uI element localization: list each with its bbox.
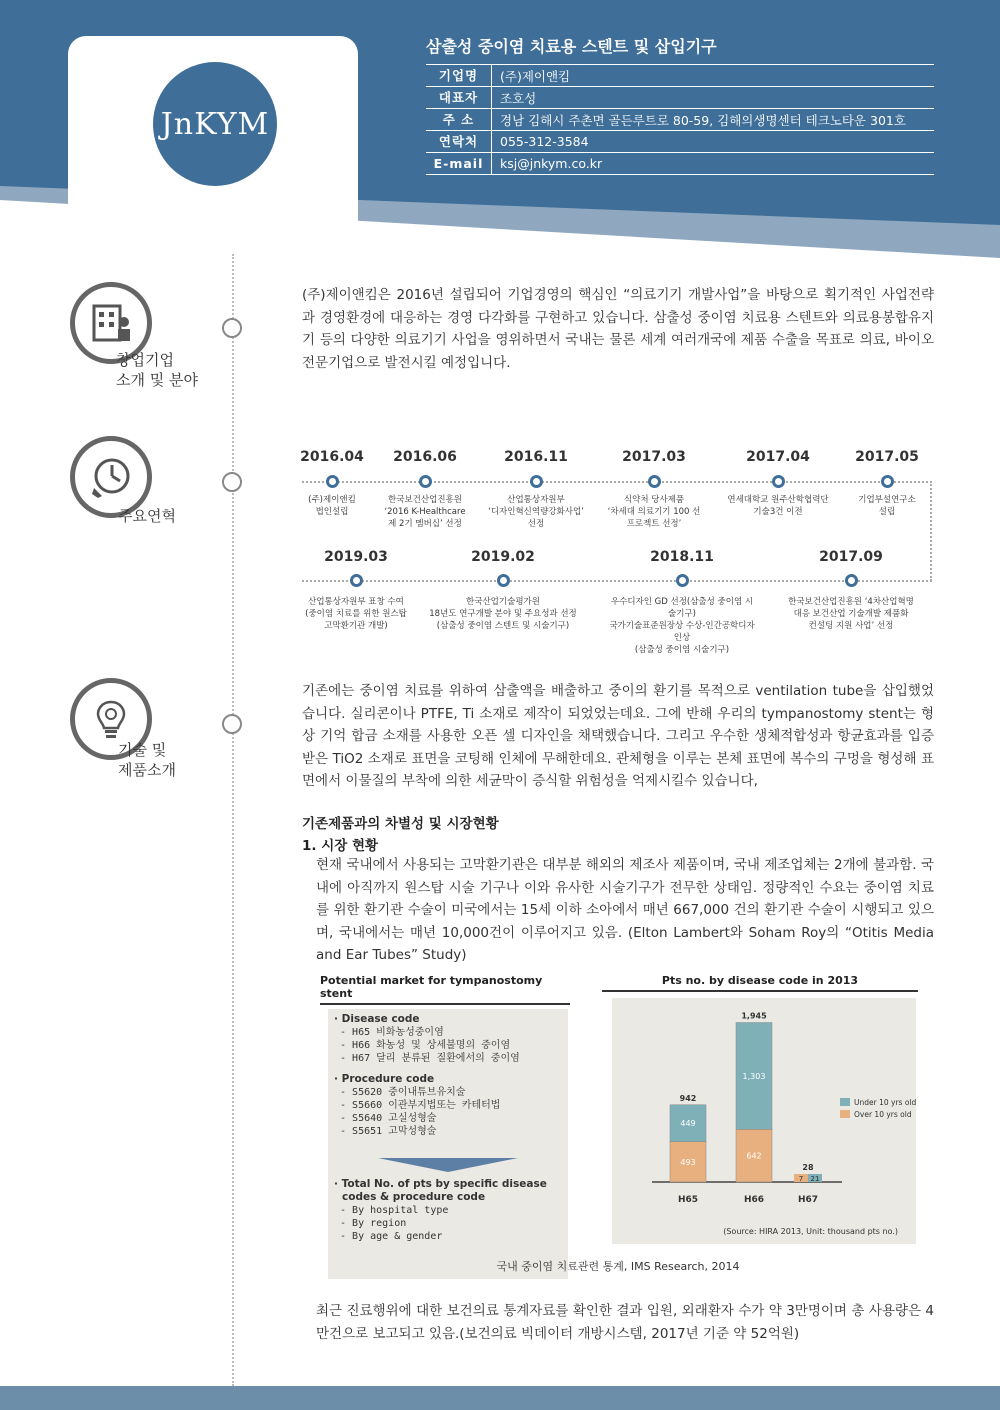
procedure-list <box>334 1086 562 1138</box>
list-item <box>334 1204 562 1217</box>
disease-title-text: Disease code <box>341 1013 420 1025</box>
bar-total-label: 28 <box>802 1163 814 1172</box>
timeline-description-line: 고막환기관 개발) <box>324 621 388 631</box>
list-item-text: H67 달리 분류된 질환에서의 중이염 <box>352 1053 520 1064</box>
timeline-dot <box>881 475 894 488</box>
timeline-description-line: 우수디자인 GD 선정(삼출성 중이염 시술기구) <box>610 597 754 619</box>
info-row <box>426 109 934 131</box>
timeline-description-line: 산업통상자원부 <box>507 495 565 505</box>
timeline-date: 2017.04 <box>746 449 810 465</box>
total-list <box>334 1204 562 1243</box>
timeline-description-line: 기술3건 이전 <box>753 507 803 517</box>
bar-total-label: 1,945 <box>741 1011 767 1021</box>
chart-area <box>612 998 916 1244</box>
segment-label: 449 <box>680 1119 696 1129</box>
timeline-description-line: 한국보건산업진흥원 <box>388 495 462 505</box>
timeline-description-line: 식약처 당사제품 <box>623 495 685 505</box>
list-item-text: S5640 고실성형술 <box>352 1113 437 1124</box>
list-item <box>334 1039 562 1052</box>
market-heading: 기존제품과의 차별성 및 시장현황 <box>302 816 499 832</box>
section-label-history: 주요연혁 <box>118 507 176 525</box>
segment-label: 21 <box>810 1175 820 1183</box>
list-dash: - <box>340 1087 353 1098</box>
category-label: H66 <box>743 1195 765 1205</box>
footer-band <box>0 1386 1000 1410</box>
timeline-description-line: 대응 보건산업 기술개발 제품화 <box>793 609 909 619</box>
list-item-text: By region <box>352 1218 407 1229</box>
timeline-description-line: (삼출성 중이염 스텐트 및 시술기구) <box>436 621 570 631</box>
timeline-description-line: 산업통상자원부 표창 수여 <box>308 597 404 607</box>
timeline-description-line: 한국산업기술평가원 <box>466 597 540 607</box>
vertical-guide-line <box>232 254 234 1386</box>
list-dash: - <box>340 1100 353 1111</box>
figure-title-left: Potential market for tympanostomy stent <box>320 974 570 1005</box>
timeline-description-line: ‘차세대 의료기기 100 선 <box>607 507 701 517</box>
procedure-title-text: Procedure code <box>341 1073 435 1085</box>
timeline-date: 2016.11 <box>504 449 568 465</box>
timeline-description-line: (중이염 치료를 위한 원스탑 <box>305 609 407 619</box>
legend-swatch-over-10 <box>840 1110 850 1118</box>
list-item <box>334 1112 562 1125</box>
total-title-line: codes & procedure code <box>342 1191 486 1203</box>
timeline-description-line: 컨설팅 지원 사업’ 선정 <box>808 621 894 631</box>
list-dash: - <box>340 1113 353 1124</box>
company-info-table <box>426 64 934 175</box>
timeline-dot <box>419 475 432 488</box>
list-dash: - <box>340 1040 353 1051</box>
timeline-dot <box>648 475 661 488</box>
list-item-text: S5620 중이내튜브유치술 <box>352 1087 466 1098</box>
list-item-text: By hospital type <box>352 1205 449 1216</box>
list-dash: - <box>340 1231 353 1242</box>
logo-text: JnKYM <box>160 106 270 142</box>
list-item <box>334 1217 562 1230</box>
timeline-date: 2019.03 <box>324 549 388 565</box>
info-row <box>426 131 934 153</box>
timeline-dot <box>350 574 363 587</box>
page-title: 삼출성 중이염 치료용 스텐트 및 삽입기구 <box>426 37 717 56</box>
procedure-title: · Procedure code <box>334 1073 435 1085</box>
timeline-description <box>812 494 962 518</box>
list-item-text: H66 화농성 및 상세불명의 중이염 <box>352 1040 511 1051</box>
tech-paragraph: 기존에는 중이염 치료를 위하여 삼출액을 배출하고 중이의 환기를 목적으로 ventilation tube을 삽입했었습니다. 실리콘이나 PTFE, Ti 소재로 제작이 되었었는데요. 그에 반해 우리의 tympanostomy stent는 형상 기억 합금 소재를 사용한 오픈 셀 디자인을 채택했습니다. 그리고 우수한 생체적합성과 항균효과를 입증받은 TiO2 소재로 표면을 코팅해 인체에 무해한데요. 관체형을 이루는 본체 표면에 복수의 구멍을 형성해 표면에서 이물질의 부착에 의한 세균막이 증식할 위험성을 억제시킬수 있습니다, <box>302 683 934 789</box>
timeline-dot <box>326 475 339 488</box>
timeline-dot <box>845 574 858 587</box>
info-key: E-mail <box>426 153 492 174</box>
timeline-date: 2016.04 <box>300 449 364 465</box>
section-label-line: 소개 및 분야 <box>116 371 198 389</box>
timeline-date: 2017.03 <box>622 449 686 465</box>
legend-label: Under 10 yrs old <box>854 1098 916 1107</box>
info-value: ksj@jnkym.co.kr <box>500 156 603 171</box>
section-node-tech <box>222 714 242 734</box>
timeline-date: 2017.05 <box>855 449 919 465</box>
info-key: 대표자 <box>426 87 492 108</box>
timeline-line-row1 <box>302 481 932 483</box>
legend-swatch-under-10 <box>840 1098 850 1106</box>
disease-list <box>334 1026 562 1065</box>
timeline-description <box>428 596 578 632</box>
list-item-text: H65 비화농성중이염 <box>352 1027 444 1038</box>
disease-code-chart-figure <box>602 974 918 1244</box>
list-item-text: S5660 이관부지법또는 카테터법 <box>352 1100 501 1111</box>
timeline-date: 2019.02 <box>471 549 535 565</box>
timeline-dot <box>676 574 689 587</box>
chart-source: (Source: HIRA 2013, Unit: thousand pts no.) <box>723 1227 898 1236</box>
timeline-description-line: 한국보건산업진흥원 ‘4차산업혁명 <box>788 597 914 607</box>
list-item-text: S5651 고막성형술 <box>352 1126 437 1137</box>
timeline-date: 2016.06 <box>393 449 457 465</box>
info-key: 주 소 <box>426 109 492 130</box>
list-item <box>334 1086 562 1099</box>
timeline-description-line: 18년도 연구개발 분야 및 주요성과 선정 <box>429 609 577 619</box>
timeline-description-line: 국가기술표준원장상 수상-인간공학디자인상 <box>609 621 755 643</box>
timeline-description-line: 기업부설연구소 <box>858 495 916 505</box>
timeline-description <box>607 596 757 656</box>
timeline-description-line: (삼출성 중이염 시술기구) <box>634 645 730 655</box>
total-title: · Total No. of pts by specific disease <box>334 1178 547 1190</box>
info-row <box>426 87 934 109</box>
list-dash: - <box>340 1027 353 1038</box>
timeline-description <box>776 596 926 632</box>
market-subheading: 1. 시장 현황 <box>302 838 379 854</box>
bar-chart <box>612 998 916 1244</box>
company-logo <box>153 62 277 186</box>
legend-label: Over 10 yrs old <box>854 1110 912 1119</box>
section-label-line: 창업기업 <box>116 351 174 369</box>
timeline-dot <box>530 475 543 488</box>
segment-label: 493 <box>680 1157 696 1167</box>
segment-label: 7 <box>798 1175 804 1183</box>
section-node-history <box>222 472 242 492</box>
list-dash: - <box>340 1205 353 1216</box>
list-item <box>334 1026 562 1039</box>
down-arrow-icon <box>378 1158 518 1172</box>
timeline-date: 2017.09 <box>819 549 883 565</box>
info-row <box>426 153 934 175</box>
list-dash: - <box>340 1053 353 1064</box>
bar-total-label: 942 <box>679 1093 697 1103</box>
timeline-dot <box>497 574 510 587</box>
section-label-intro <box>116 350 198 390</box>
market-paragraph: 현재 국내에서 사용되는 고막환기관은 대부분 해외의 제조사 제품이며, 국내 제조업체는 2개에 불과함. 국내에 아직까지 원스탑 시술 기구나 이와 유사한 시술기구가 전무한 상태임. 정량적인 수요는 중이염 치료를 위한 환기관 수술이 미국에서는 15세 이하 소아에서 매년 667,000 건의 환기관 수술이 시행되고 있으며, 국내에서는 매년 10,000건이 이루어지고 있음. (Elton Lambert와 Soham Roy의 “Otitis Media and Ear Tubes” Study) <box>316 857 934 963</box>
timeline-description-line: (주)제이앤킴 <box>308 495 356 505</box>
timeline-description-line: 설립 <box>878 507 896 517</box>
section-label-tech <box>118 740 176 780</box>
timeline-description <box>281 596 431 632</box>
intro-paragraph: (주)제이앤킴은 2016년 설립되어 기업경영의 핵심인 “의료기기 개발사업”을 바탕으로 획기적인 사업전략과 경영환경에 대응하는 경영 다각화를 구현하고 있습니다. 삼출성 중이염 치료용 스텐트와 의료용봉합유지기 등의 다양한 의료기기 사업을 영위하면서 국내는 물론 세계 여러개국에 제품 수출을 목표로 의료, 바이오 전문기업으로 발전시킬 예정입니다. <box>302 287 934 371</box>
list-item-text: By age & gender <box>352 1231 443 1242</box>
info-value: (주)제이앤킴 <box>500 68 571 84</box>
closing-paragraph: 최근 진료행위에 대한 보건의료 통계자료를 확인한 결과 입원, 외래환자 수가 약 3만명이며 총 사용량은 4만건으로 보고되고 있음.(보건의료 빅데이터 개방시스템, 2017년 기준 약 52억원) <box>316 1303 934 1342</box>
segment-label: 1,303 <box>742 1071 766 1081</box>
segment-label: 642 <box>746 1151 762 1161</box>
timeline-description-line: ‘디자인혁신역량강화사업’ <box>488 507 584 517</box>
figure-caption: 국내 중이염 치료관련 통계, IMS Research, 2014 <box>496 1260 740 1273</box>
info-row <box>426 65 934 87</box>
list-item <box>334 1125 562 1138</box>
section-label-line: 제품소개 <box>118 761 176 779</box>
info-value: 055-312-3584 <box>500 134 589 149</box>
section-node-intro <box>222 318 242 338</box>
timeline-date: 2018.11 <box>650 549 714 565</box>
timeline-dot <box>772 475 785 488</box>
list-item <box>334 1230 562 1243</box>
list-item <box>334 1099 562 1112</box>
list-dash: - <box>340 1126 353 1137</box>
market-code-box <box>328 1009 568 1279</box>
potential-market-figure <box>320 974 570 1279</box>
timeline-description-line: 선정 <box>527 519 545 529</box>
section-label-line: 기술 및 <box>118 741 167 759</box>
info-value: 조호성 <box>500 90 537 106</box>
list-dash: - <box>340 1218 353 1229</box>
timeline-description-line: 프로젝트 선정’ <box>626 519 682 529</box>
timeline-description-line: ‘2016 K-Healthcare <box>384 507 466 517</box>
list-item <box>334 1052 562 1065</box>
category-label: H65 <box>677 1195 699 1205</box>
info-key: 기업명 <box>426 65 492 86</box>
timeline-description-line: 법인설립 <box>315 507 349 517</box>
category-label: H67 <box>797 1195 819 1205</box>
timeline-description-line: 연세대학교 원주산학협력단 <box>727 495 829 505</box>
info-value: 경남 김해시 주촌면 골든루트로 80-59, 김해의생명센터 테크노타운 301호 <box>500 112 906 128</box>
info-key: 연락처 <box>426 131 492 152</box>
timeline-description-line: 제 2기 멤버십’ 선정 <box>388 519 462 529</box>
timeline-line-row2 <box>302 580 932 582</box>
chart-title: Pts no. by disease code in 2013 <box>602 974 918 992</box>
disease-title: · Disease code <box>334 1013 420 1025</box>
total-title-line: Total No. of pts by specific disease <box>341 1178 547 1190</box>
